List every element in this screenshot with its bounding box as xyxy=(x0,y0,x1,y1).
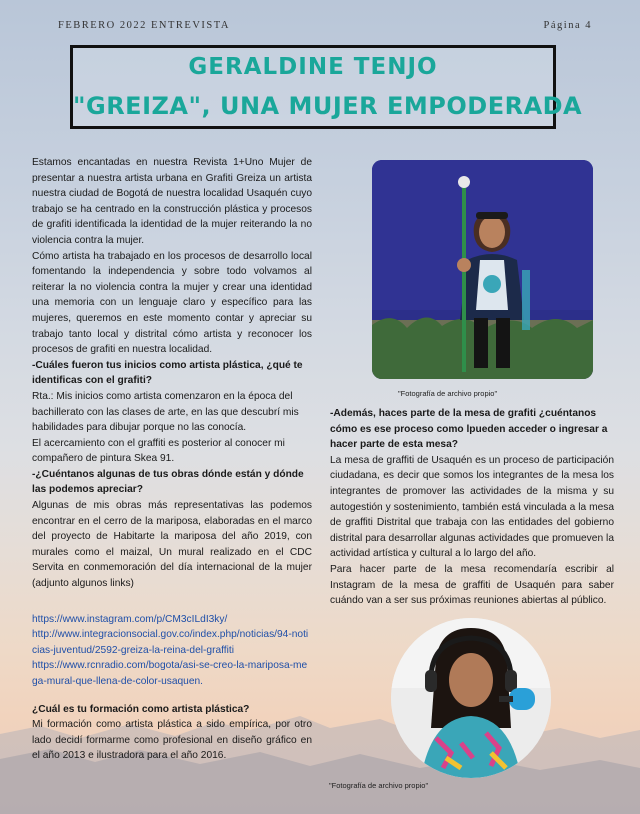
photo-artist-portrait xyxy=(391,618,551,778)
title-box xyxy=(70,45,583,129)
right-column xyxy=(330,406,614,609)
artist-portrait-illustration xyxy=(391,618,551,778)
answer-2: Algunas de mis obras más representativas las podemos encontrar en el cerro de la mariposa, elaboradas en el marco del proyecto de Habitarte la mariposa del año 2019, con murales como el maizal, Un mural realizado en el CDC Servita en conmemoración del día internacional de la mujer (adjunto algunos links) xyxy=(32,500,312,590)
question-3: ¿Cuál es tu formación como artista plástica? xyxy=(32,703,250,715)
answer-4b: Para hacer parte de la mesa recomendaría escribir al Instagram de la mesa de graffiti de Usaquén para saber cuándo van a ser sus próximas reuniones abiertas al público. xyxy=(330,563,614,607)
answer-3: Mi formación como artista plástica a sido empírica, por otro lado decidí formarme como profesional en diseño gráfico en el año 2013 e ilustradora para el año 2016. xyxy=(32,719,312,762)
link-instagram[interactable]: https://www.instagram.com/p/CM3cILdI3ky/ xyxy=(32,613,228,625)
answer-1b: El acercamiento con el graffiti es posterior al conocer mi compañero de pintura Skea 91. xyxy=(32,437,285,465)
question-2: -¿Cuéntanos algunas de tus obras dónde están y dónde las podemos apreciar? xyxy=(32,468,304,496)
photo-caption-1: "Fotografía de archivo propio" xyxy=(398,389,498,398)
link-rcn-radio[interactable]: https://www.rcnradio.com/bogota/asi-se-creo-la-mariposa-mega-mural-que-llena-de-color-usaquen. xyxy=(32,660,308,687)
question-1: -Cuáles fueron tus inicios como artista plástica, ¿qué te identificas con el grafiti? xyxy=(32,359,303,387)
artist-standing-illustration xyxy=(372,160,593,379)
photo-artist-standing xyxy=(372,160,593,379)
left-column xyxy=(32,155,312,764)
link-integracion-social[interactable]: http://www.integracionsocial.gov.co/index.php/noticias/94-noticias-juventud/2592-greiza-la-reina-del-graffiti xyxy=(32,629,309,656)
header-page-number: Página 4 xyxy=(543,20,592,31)
answer-1a: Rta.: Mis inicios como artista comenzaron en la época del bachillerato con las clases de arte, en las que descubrí mis habilidades para dibujar porque no las conocía. xyxy=(32,390,299,434)
title-name: GERALDINE TENJO xyxy=(188,54,438,80)
question-4: -Además, haces parte de la mesa de grafiti ¿cuéntanos cómo es ese proceso como lpueden acceder o ingresar a hacer parte de esta mesa? xyxy=(330,408,608,451)
intro-paragraph-1: Estamos encantadas en nuestra Revista 1+Uno Mujer de presentar a nuestra artista urbana en Grafiti Greiza un artista nuestra ciudad de Bogotá de nuestra localidad Usaquén cuyo trabajo se ha centrado en la construcción plástica y procesos de grafiti identificada la identidad de la mujer reiterando la no violencia contra la mujer. xyxy=(32,157,312,246)
answer-4a: La mesa de graffiti de Usaquén es un proceso de participación ciudadana, es decir que somos los integrantes de la mesa los integrantes de promover las actividades de la misma y su autogestión y sostenimiento, también está vinculada a la mesa de graffiti Distrital que trabaja con las entidades del gobierno distrital para desarrollar algunas actividades que promueven la actividad artística y cultural a lo largo del año. xyxy=(330,454,614,560)
links-list xyxy=(32,612,312,690)
title-subtitle: "GREIZA", UNA MUJER EMPODERADA xyxy=(73,92,583,120)
intro-paragraph-2: Cómo artista ha trabajado en los procesos de desarrollo local fomentando la independencia y sobre todo volvamos al reiterar la no violencia contra la mujer y crear una identidad una memoria con un lenguaje claro y específico para las mujeres, queremos en este momento contar y apreciar su trabajo tanto local y distrital cómo artista y reconocer los procesos de grafiti en nuestra localidad. xyxy=(32,250,312,356)
photo-caption-2: "Fotografía de archivo propio" xyxy=(329,781,429,790)
header-issue-label: FEBRERO 2022 ENTREVISTA xyxy=(58,20,230,31)
